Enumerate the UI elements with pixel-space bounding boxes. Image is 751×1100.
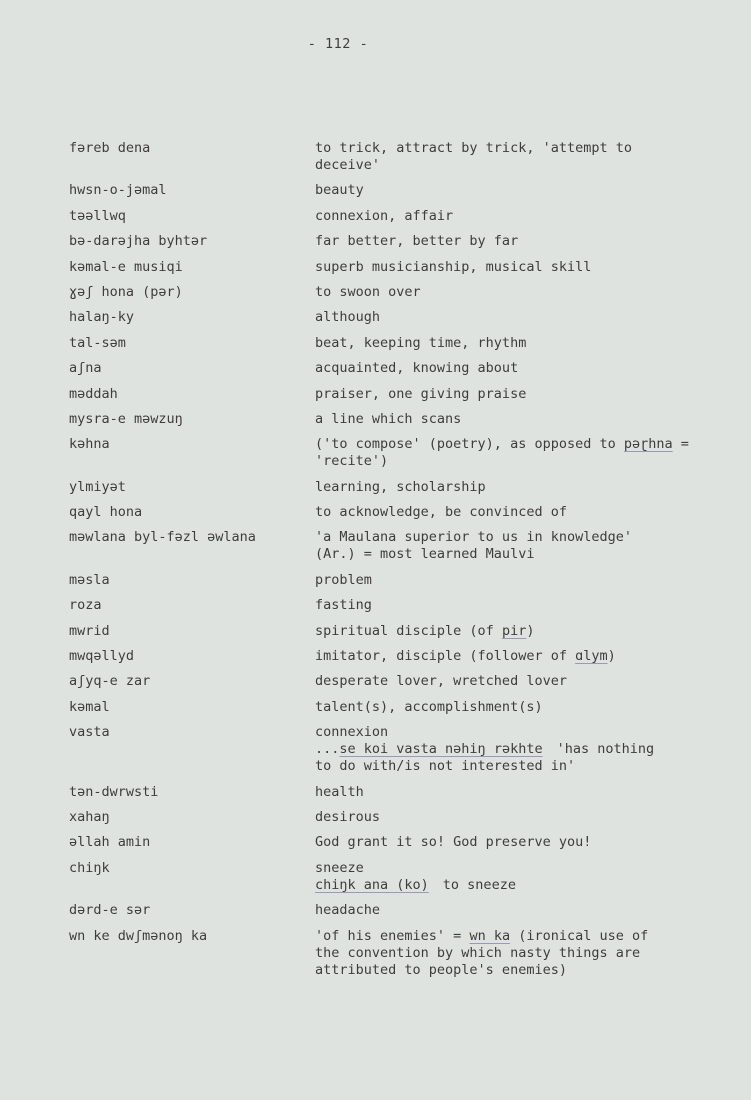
glossary-term: ɣəʃ hona (pər) bbox=[69, 283, 183, 300]
underlined-term: wn ka bbox=[469, 927, 511, 944]
glossary-definition: sneeze chiŋk ana (ko) to sneeze bbox=[315, 859, 516, 893]
glossary-term: roza bbox=[69, 597, 102, 614]
glossary-definition: imitator, disciple (follower of ɑlym) bbox=[315, 648, 616, 665]
underlined-term: se koi vasta nəhiŋ rəkhte bbox=[339, 741, 543, 758]
glossary-term: aʃyq-e zar bbox=[69, 673, 151, 690]
glossary-definition: 'a Maulana superior to us in knowledge' (Ar.) = most learned Maulvi bbox=[315, 529, 632, 563]
glossary-definition: problem bbox=[315, 571, 372, 588]
glossary-term: fəreb dena bbox=[69, 140, 151, 156]
glossary-term: xahaŋ bbox=[69, 808, 110, 825]
glossary-term: ylmiyət bbox=[69, 478, 126, 495]
underlined-term: chiŋk ana (ko) bbox=[315, 876, 429, 893]
glossary-term: bə-darəjha byhtər bbox=[69, 233, 208, 250]
glossary-definition: to trick, attract by trick, 'attempt to deceive' bbox=[315, 140, 632, 173]
glossary-row bbox=[69, 673, 689, 690]
glossary-row bbox=[69, 623, 689, 640]
glossary-term: kəmal-e musiqi bbox=[69, 258, 183, 275]
glossary-term: məddah bbox=[69, 385, 118, 402]
glossary-definition: connexion, affair bbox=[315, 207, 454, 224]
glossary-definition: a line which scans bbox=[315, 410, 462, 427]
glossary-row bbox=[69, 436, 689, 470]
glossary-definition: praiser, one giving praise bbox=[315, 385, 527, 402]
underlined-term: ɑlym bbox=[575, 648, 608, 665]
glossary-row bbox=[69, 140, 689, 174]
glossary-definition: desperate lover, wretched lover bbox=[315, 673, 567, 690]
glossary-definition: to acknowledge, be convinced of bbox=[315, 504, 567, 521]
glossary-row bbox=[69, 259, 689, 276]
glossary-row bbox=[69, 233, 689, 250]
glossary-term: kəmal bbox=[69, 698, 110, 715]
glossary-definition: to swoon over bbox=[315, 283, 421, 300]
glossary-row bbox=[69, 902, 689, 919]
page-number: - 112 - bbox=[307, 36, 369, 52]
glossary-definition: fasting bbox=[315, 597, 372, 614]
glossary-term: aʃna bbox=[69, 360, 102, 377]
glossary-term: chiŋk bbox=[69, 859, 110, 876]
glossary-term: tən-dwrwsti bbox=[69, 783, 159, 800]
glossary-row bbox=[69, 928, 689, 979]
glossary-row bbox=[69, 597, 689, 614]
glossary-term: vasta bbox=[69, 724, 110, 741]
glossary-term: halaŋ-ky bbox=[69, 309, 135, 326]
glossary-row bbox=[69, 648, 689, 665]
glossary-row bbox=[69, 335, 689, 352]
glossary-row bbox=[69, 182, 689, 199]
glossary-row bbox=[69, 529, 689, 563]
glossary-definition: acquainted, knowing about bbox=[315, 360, 519, 377]
glossary-term: mwrid bbox=[69, 622, 110, 639]
glossary-definition: far better, better by far bbox=[315, 233, 519, 250]
glossary-definition: although bbox=[315, 309, 381, 326]
glossary-term: hwsn-o-jəmal bbox=[69, 182, 167, 199]
glossary-term: məsla bbox=[69, 571, 110, 588]
glossary-definition: talent(s), accomplishment(s) bbox=[315, 698, 543, 715]
glossary-row bbox=[69, 479, 689, 496]
glossary-row bbox=[69, 809, 689, 826]
glossary-definition: health bbox=[315, 783, 364, 800]
glossary-row bbox=[69, 360, 689, 377]
glossary-term: kəhna bbox=[69, 436, 110, 453]
underlined-term: pir bbox=[501, 622, 527, 639]
glossary-term: mwqəllyd bbox=[69, 648, 135, 665]
glossary-definition: connexion ...se koi vasta nəhiŋ rəkhte 'has nothing to do with/is not interested in' bbox=[315, 724, 655, 775]
glossary-term: mysra-e məwzuŋ bbox=[69, 410, 183, 427]
glossary-row bbox=[69, 860, 689, 894]
glossary-row bbox=[69, 504, 689, 521]
glossary-definition: beauty bbox=[315, 182, 364, 199]
glossary-row bbox=[69, 724, 689, 775]
glossary-term: wn ke dwʃmənoŋ ka bbox=[69, 927, 208, 944]
glossary-list bbox=[69, 140, 689, 987]
glossary-definition: headache bbox=[315, 902, 381, 919]
glossary-definition: God grant it so! God preserve you! bbox=[315, 834, 592, 851]
glossary-definition: 'of his enemies' = wn ka (ironical use of the convention by which nasty things are attributed to people's enemies) bbox=[315, 927, 649, 978]
glossary-term: əllah amin bbox=[69, 834, 151, 851]
glossary-term: tal-səm bbox=[69, 334, 126, 351]
glossary-definition: learning, scholarship bbox=[315, 478, 486, 495]
glossary-row bbox=[69, 784, 689, 801]
glossary-row bbox=[69, 309, 689, 326]
glossary-row bbox=[69, 411, 689, 428]
glossary-term: dərd-e sər bbox=[69, 902, 151, 919]
glossary-definition: superb musicianship, musical skill bbox=[315, 258, 592, 275]
glossary-row bbox=[69, 386, 689, 403]
glossary-definition: ('to compose' (poetry), as opposed to pəɽhna = 'recite') bbox=[315, 436, 689, 470]
glossary-definition: desirous bbox=[315, 808, 381, 825]
glossary-row bbox=[69, 208, 689, 225]
glossary-term: təəllwq bbox=[69, 207, 126, 224]
underlined-term: pəɽhna bbox=[623, 436, 673, 453]
glossary-term: məwlana byl-fəzl əwlana bbox=[69, 529, 256, 546]
glossary-definition: beat, keeping time, rhythm bbox=[315, 334, 527, 351]
glossary-row bbox=[69, 284, 689, 301]
glossary-row bbox=[69, 834, 689, 851]
glossary-row bbox=[69, 572, 689, 589]
glossary-definition: spiritual disciple (of pir) bbox=[315, 622, 535, 639]
glossary-term: qayl hona bbox=[69, 504, 143, 521]
glossary-row bbox=[69, 699, 689, 716]
